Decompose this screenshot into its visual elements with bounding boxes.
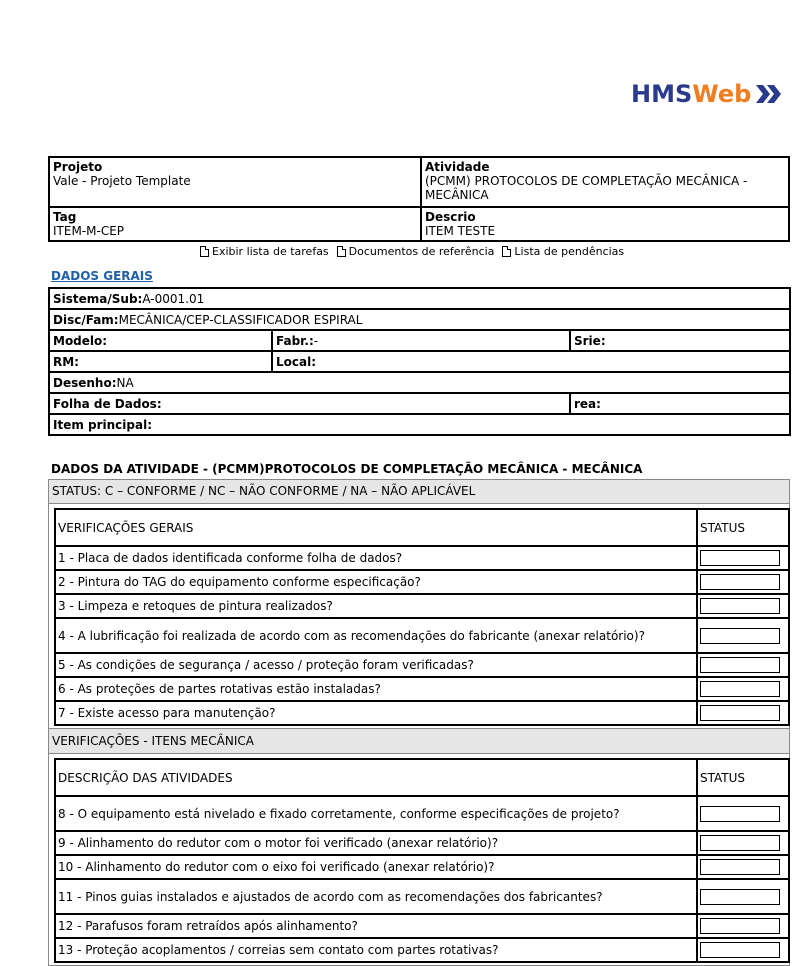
desenho-value: NA xyxy=(116,375,134,390)
link-documentos-label: Documentos de referência xyxy=(348,245,495,258)
status-cell xyxy=(697,570,789,594)
table-row xyxy=(55,546,789,570)
modelo-cell xyxy=(49,330,272,351)
question-text: 7 - Existe acesso para manutenção? xyxy=(55,701,697,725)
status-input[interactable] xyxy=(700,942,780,958)
status-cell xyxy=(697,677,789,701)
sistema-cell xyxy=(49,288,790,309)
status-cell xyxy=(697,938,789,962)
status-cell xyxy=(697,914,789,938)
fabr-value: - xyxy=(313,333,319,348)
question-text: 1 - Placa de dados identificada conforme folha de dados? xyxy=(55,546,697,570)
question-text: 9 - Alinhamento do redutor com o motor foi verificado (anexar relatório)? xyxy=(55,831,697,855)
table-row xyxy=(55,914,789,938)
table-row xyxy=(55,677,789,701)
rm-cell xyxy=(49,351,272,372)
status-input[interactable] xyxy=(700,574,780,590)
disc-label: Disc/Fam: xyxy=(53,312,119,327)
status-cell xyxy=(697,831,789,855)
atividade-label: Atividade xyxy=(425,160,490,174)
atividade-cell xyxy=(421,157,789,207)
status-cell xyxy=(697,879,789,914)
itens-mecanica-table xyxy=(54,758,790,963)
descricao-label: Descrio xyxy=(425,210,476,224)
fabr-cell xyxy=(272,330,570,351)
fabr-label: Fabr.: xyxy=(276,333,314,348)
disc-cell xyxy=(49,309,790,330)
question-text: 3 - Limpeza e retoques de pintura realizados? xyxy=(55,594,697,618)
table-row xyxy=(55,701,789,725)
status-cell xyxy=(697,546,789,570)
desenho-cell xyxy=(49,372,790,393)
atividade-panel xyxy=(48,479,790,966)
tag-value: ITEM-M-CEP xyxy=(53,224,125,238)
local-cell xyxy=(272,351,790,372)
status-cell xyxy=(697,594,789,618)
status-input[interactable] xyxy=(700,657,780,673)
link-pendencias[interactable] xyxy=(502,245,624,258)
item-principal-label: Item principal: xyxy=(53,417,153,432)
status-cell xyxy=(697,701,789,725)
status-input[interactable] xyxy=(700,806,780,822)
document-icon xyxy=(200,246,209,257)
serie-cell xyxy=(570,330,790,351)
status-input[interactable] xyxy=(700,889,780,905)
section2-status-header: STATUS xyxy=(697,759,789,796)
disc-value: MECÂNICA/CEP-CLASSIFICADOR ESPIRAL xyxy=(118,312,363,327)
modelo-label: Modelo: xyxy=(53,333,108,348)
dados-gerais-table xyxy=(48,287,791,436)
status-input[interactable] xyxy=(700,835,780,851)
table-row xyxy=(55,831,789,855)
logo-hms-text: HMS xyxy=(631,80,693,108)
status-input[interactable] xyxy=(700,598,780,614)
link-documentos[interactable] xyxy=(337,245,495,258)
table-row xyxy=(55,653,789,677)
table-row xyxy=(55,855,789,879)
section2-header: DESCRIÇÃO DAS ATIVIDADES xyxy=(55,759,697,796)
area-cell xyxy=(570,393,790,414)
link-pendencias-label: Lista de pendências xyxy=(514,245,625,258)
question-text: 6 - As proteções de partes rotativas estão instaladas? xyxy=(55,677,697,701)
folha-cell xyxy=(49,393,570,414)
table-row xyxy=(55,570,789,594)
sistema-label: Sistema/Sub: xyxy=(53,291,143,306)
table-row xyxy=(55,618,789,653)
section2-title: VERIFICAÇÕES - ITENS MECÂNICA xyxy=(49,728,789,754)
links-row xyxy=(200,245,624,258)
folha-label: Folha de Dados: xyxy=(53,396,162,411)
question-text: 4 - A lubrificação foi realizada de acordo com as recomendações do fabricante (anexar relatório)? xyxy=(55,618,697,653)
question-text: 12 - Parafusos foram retraídos após alinhamento? xyxy=(55,914,697,938)
status-legend: STATUS: C – CONFORME / NC – NÃO CONFORME / NA – NÃO APLICÁVEL xyxy=(49,480,789,504)
item-principal-cell xyxy=(49,414,790,435)
serie-label: Srie: xyxy=(574,333,606,348)
question-text: 13 - Proteção acoplamentos / correias sem contato com partes rotativas? xyxy=(55,938,697,962)
table-row xyxy=(55,594,789,618)
question-text: 5 - As condições de segurança / acesso / proteção foram verificadas? xyxy=(55,653,697,677)
status-cell xyxy=(697,855,789,879)
header-table xyxy=(48,156,790,242)
table-row xyxy=(55,938,789,962)
table-row xyxy=(55,796,789,831)
section1-status-header: STATUS xyxy=(697,509,789,546)
link-tarefas-label: Exibir lista de tarefas xyxy=(212,245,329,258)
status-input[interactable] xyxy=(700,681,780,697)
question-text: 2 - Pintura do TAG do equipamento conforme especificação? xyxy=(55,570,697,594)
question-text: 11 - Pinos guias instalados e ajustados de acordo com as recomendações dos fabricantes? xyxy=(55,879,697,914)
area-label: rea: xyxy=(574,396,601,411)
section1-header: VERIFICAÇÕES GERAIS xyxy=(55,509,697,546)
dados-gerais-link[interactable]: DADOS GERAIS xyxy=(51,269,153,283)
projeto-cell xyxy=(49,157,421,207)
sistema-value: A-0001.01 xyxy=(142,291,205,306)
status-input[interactable] xyxy=(700,705,780,721)
question-text: 10 - Alinhamento do redutor com o eixo foi verificado (anexar relatório)? xyxy=(55,855,697,879)
logo-web-text: Web xyxy=(692,80,752,108)
descricao-cell xyxy=(421,207,789,241)
document-icon xyxy=(502,246,511,257)
status-cell xyxy=(697,653,789,677)
descricao-value: ITEM TESTE xyxy=(425,224,496,238)
verificacoes-gerais-table xyxy=(54,508,790,726)
projeto-value: Vale - Projeto Template xyxy=(53,174,191,188)
desenho-label: Desenho: xyxy=(53,375,117,390)
link-tarefas[interactable] xyxy=(200,245,329,258)
double-chevron-icon xyxy=(754,83,784,105)
document-icon xyxy=(337,246,346,257)
status-input[interactable] xyxy=(700,859,780,875)
hmsweb-logo xyxy=(631,80,784,108)
projeto-label: Projeto xyxy=(53,160,103,174)
local-label: Local: xyxy=(276,354,317,369)
table-row xyxy=(55,879,789,914)
atividade-title: DADOS DA ATIVIDADE - (PCMM)PROTOCOLOS DE COMPLETAÇÃO MECÂNICA - MECÂNICA xyxy=(51,462,643,476)
question-text: 8 - O equipamento está nivelado e fixado corretamente, conforme especificações de projeto? xyxy=(55,796,697,831)
tag-label: Tag xyxy=(53,210,77,224)
rm-label: RM: xyxy=(53,354,79,369)
status-input[interactable] xyxy=(700,628,780,644)
status-input[interactable] xyxy=(700,918,780,934)
atividade-value: (PCMM) PROTOCOLOS DE COMPLETAÇÃO MECÂNICA - MECÂNICA xyxy=(425,174,748,202)
status-cell xyxy=(697,618,789,653)
status-cell xyxy=(697,796,789,831)
tag-cell xyxy=(49,207,421,241)
status-input[interactable] xyxy=(700,550,780,566)
